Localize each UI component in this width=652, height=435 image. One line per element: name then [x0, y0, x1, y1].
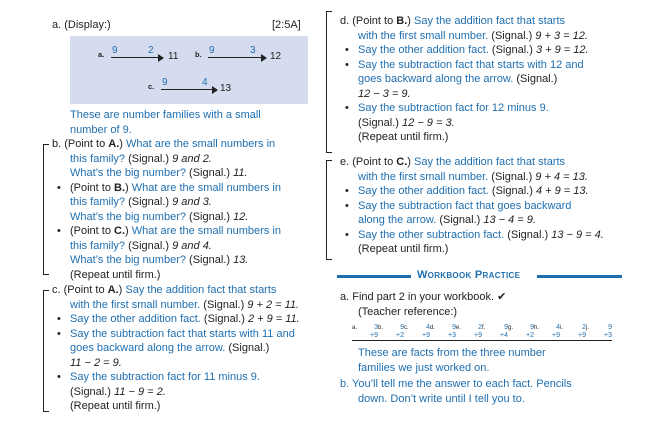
family-c: c. 9 4 13 — [148, 77, 232, 94]
fact-j: j. 9 +3 — [586, 324, 612, 339]
step-b-bracket — [43, 144, 49, 275]
step-d: d. (Point to B.) Say the addition fact that starts with the first small number. (Signal.) 9 + 3 = 12. • Say the other addition fact. (Signal.) 3 + 9 = 12. • Say the subtraction fact that starts with 12 and goes backward along the arrow. (Signal.) 12 − 3 = 9. • Say the subtraction fact for 12 minus 9. (Signal.) 12 − 9 = 3. (Repeat until firm.) — [340, 14, 589, 145]
step-c: c. (Point to A.) Say the addition fact that starts with the first small number. (Signal.) 9 + 2 = 11. • Say the other addition fact. (Signal.) 2 + 9 = 11. • Say the subtraction fact that starts with 11 and goes backward along the arrow. (Signal.) 11 − 2 = 9. • Say the subtraction fact for 11 minus 9. (Signal.) 11 − 9 = 2. (Repeat until firm.) — [52, 283, 300, 414]
workbook-step-b: b. You’ll tell me the answer to each fact. Pencils down. Don’t write until I tell you to. — [340, 378, 572, 405]
step-e-bracket — [326, 160, 332, 260]
fact-f: f. 9 +4 — [482, 324, 508, 339]
workbook-step-a: a. Find part 2 in your workbook. ✔ (Teacher reference:) — [340, 291, 507, 318]
workbook-practice-heading: Workbook Practice — [337, 268, 622, 284]
fact-b: b. 9 +2 — [378, 324, 404, 339]
family-a: a. 9 2 11 — [98, 45, 179, 62]
step-a-label: a. (Display:) — [52, 19, 111, 31]
step-a-text: These are number families with a small number of 9. — [70, 109, 261, 136]
fact-h: h. 4 +9 — [534, 324, 560, 339]
step-c-bracket — [43, 290, 49, 412]
fact-i: i. 2 +9 — [560, 324, 586, 339]
step-e: e. (Point to C.) Say the addition fact that starts with the first small number. (Signal.) 9 + 4 = 13. • Say the other addition fact. (Signal.) 4 + 9 = 13. • Say the subtraction fact that goes backward along the arrow. (Signal.) 13 − 4 = 9. • Say the other subtraction fact. (Signal.) 13 − 9 = 4. (Repeat until firm.) — [340, 155, 604, 257]
number-family-display — [70, 36, 308, 104]
fact-c: c. 4 +9 — [404, 324, 430, 339]
fact-g: g. 9 +2 — [508, 324, 534, 339]
workbook-step-a-after: These are facts from the three number families we just worked on. — [358, 347, 546, 374]
fact-e: e. 2 +9 — [456, 324, 482, 339]
step-b: b. (Point to A.) What are the small numbers in this family? (Signal.) 9 and 2. What’s the big number? (Signal.) 11. • (Point to B.) What are the small numbers in this family? (Signal.) 9 and 3. What’s the big number? (Signal.) 12. • (Point to C.) What are the small numbers in this family? (Signal.) 9 and 4. What’s the big number? (Signal.) 13. (Repeat until firm.) — [52, 137, 281, 282]
step-d-bracket — [326, 11, 332, 153]
family-b: b. 9 3 12 — [195, 45, 282, 62]
lesson-code: [2:5A] — [272, 19, 301, 31]
fact-d: d. 9 +3 — [430, 324, 456, 339]
fact-a: a. 3 +9 — [352, 324, 378, 339]
